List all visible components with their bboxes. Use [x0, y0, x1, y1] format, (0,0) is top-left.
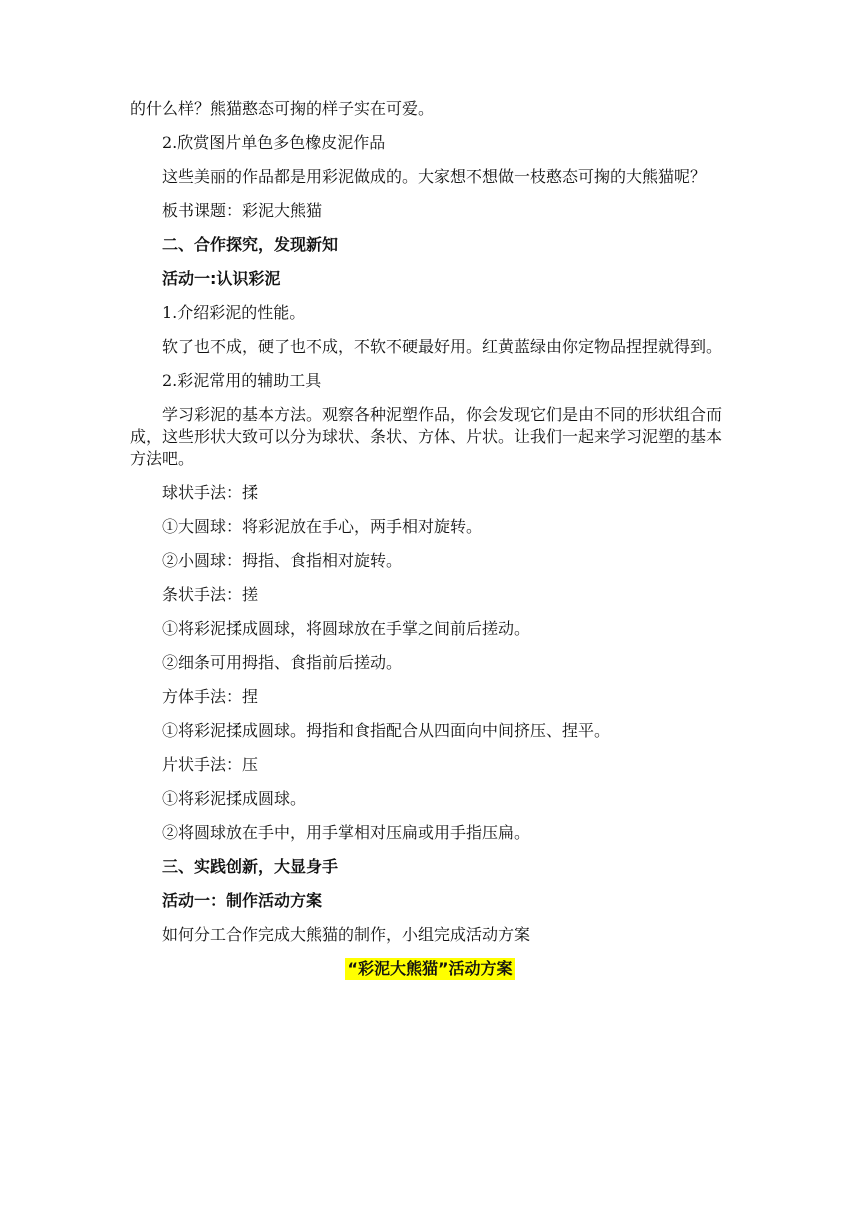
section-heading-3: 三、实践创新，大显身手 — [162, 857, 339, 876]
paragraph-strip-method: 条状手法：搓 — [162, 585, 259, 604]
paragraph-clay-rhyme: 软了也不成，硬了也不成，不软不硬最好用。红黄蓝绿由你定物品捏捏就得到。 — [162, 337, 723, 356]
section-heading-2: 二、合作探究，发现新知 — [162, 235, 339, 254]
plan-title-wrapper — [130, 958, 730, 980]
paragraph-cube-step-1: ①将彩泥揉成圆球。拇指和食指配合从四面向中间挤压、捏平。 — [162, 721, 611, 740]
paragraph-sheet-step-2: ②将圆球放在手中，用手掌相对压扁或用手指压扁。 — [162, 823, 531, 842]
activity-heading-plan: 活动一：制作活动方案 — [162, 891, 323, 910]
paragraph-basic-methods: 学习彩泥的基本方法。观察各种泥塑作品，你会发现它们是由不同的形状组合而成，这些形状大致可以分为球状、条状、方体、片状。让我们一起来学习泥塑的基本方法吧。 — [130, 405, 723, 468]
activity-heading-1: 活动一:认识彩泥 — [162, 269, 281, 288]
paragraph-clay-properties: 1.介绍彩泥的性能。 — [162, 303, 306, 322]
paragraph-appreciate-works: 2.欣赏图片单色多色橡皮泥作品 — [162, 133, 386, 152]
paragraph-ball-method: 球状手法：揉 — [162, 483, 259, 502]
paragraph-small-ball: ②小圆球：拇指、食指相对旋转。 — [162, 551, 403, 570]
paragraph-question-panda: 这些美丽的作品都是用彩泥做成的。大家想不想做一枝憨态可掬的大熊猫呢？ — [162, 167, 707, 186]
paragraph-plan-instruction: 如何分工合作完成大熊猫的制作，小组完成活动方案 — [162, 925, 531, 944]
paragraph-intro-ending: 的什么样？熊猫憨态可掬的样子实在可爱。 — [130, 99, 435, 118]
paragraph-sheet-method: 片状手法：压 — [162, 755, 259, 774]
paragraph-cube-method: 方体手法：捏 — [162, 687, 259, 706]
document-body — [130, 98, 730, 980]
plan-title-highlight: “彩泥大熊猫”活动方案 — [347, 959, 513, 978]
paragraph-strip-step-1: ①将彩泥揉成圆球，将圆球放在手掌之间前后搓动。 — [162, 619, 531, 638]
paragraph-strip-step-2: ②细条可用拇指、食指前后搓动。 — [162, 653, 403, 672]
paragraph-tools: 2.彩泥常用的辅助工具 — [162, 371, 322, 390]
paragraph-big-ball: ①大圆球：将彩泥放在手心，两手相对旋转。 — [162, 517, 483, 536]
paragraph-sheet-step-1: ①将彩泥揉成圆球。 — [162, 789, 307, 808]
paragraph-board-title: 板书课题：彩泥大熊猫 — [162, 201, 323, 220]
